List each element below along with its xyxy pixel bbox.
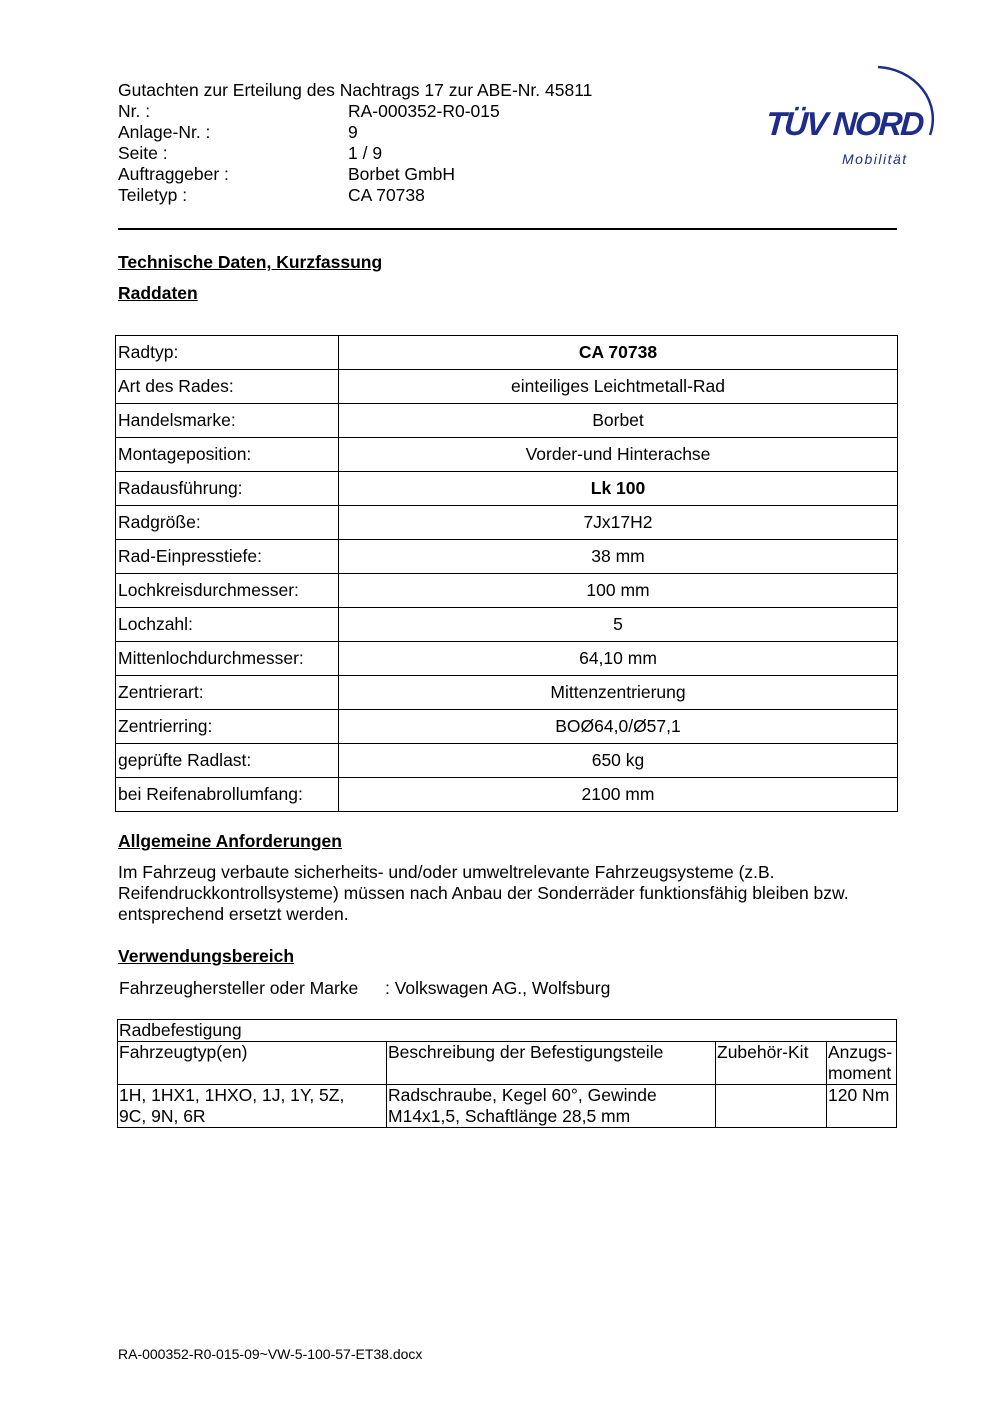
allgemein-title: Allgemeine Anforderungen — [118, 831, 342, 851]
spec-value: BOØ64,0/Ø57,1 — [339, 710, 898, 744]
cell-line: 9C, 9N, 6R — [119, 1106, 206, 1126]
table-row — [116, 370, 898, 404]
col-header-anzugsmoment — [827, 1042, 897, 1085]
col-header-fahrzeugtyp: Fahrzeugtyp(en) — [118, 1042, 387, 1085]
table-row — [116, 744, 898, 778]
header-field-value: 1 / 9 — [348, 143, 383, 163]
spec-label: Zentrierart: — [116, 676, 339, 710]
spec-value: 7Jx17H2 — [339, 506, 898, 540]
header-field-value: Borbet GmbH — [348, 164, 455, 184]
table-row — [116, 336, 898, 370]
col-header-zubehoer: Zubehör-Kit — [716, 1042, 827, 1085]
cell-line: M14x1,5, Schaftlänge 28,5 mm — [388, 1106, 631, 1126]
spec-value: 38 mm — [339, 540, 898, 574]
table-row — [116, 472, 898, 506]
spec-label: Radtyp: — [116, 336, 339, 370]
spec-label: Radausführung: — [116, 472, 339, 506]
allgemein-paragraph — [118, 862, 908, 925]
header-field-label: Nr. : — [118, 101, 151, 121]
section-subtitle: Raddaten — [118, 283, 198, 303]
spec-value: 64,10 mm — [339, 642, 898, 676]
table-row — [118, 1085, 897, 1128]
header-line: moment — [828, 1063, 892, 1083]
table-row — [116, 540, 898, 574]
table-row — [116, 778, 898, 812]
paragraph-line: entsprechend ersetzt werden. — [118, 904, 349, 924]
manufacturer-value: : Volkswagen AG., Wolfsburg — [385, 978, 611, 998]
spec-label: Lochkreisdurchmesser: — [116, 574, 339, 608]
header-field-label: Teiletyp : — [118, 185, 188, 205]
spec-value: einteiliges Leichtmetall-Rad — [339, 370, 898, 404]
header-field-nr — [118, 101, 592, 122]
table-row — [116, 608, 898, 642]
header-field-value: 9 — [348, 122, 358, 142]
radbefestigung-table — [117, 1019, 897, 1128]
cell-fahrzeugtypen — [118, 1085, 387, 1128]
table-row — [116, 574, 898, 608]
header-field-anlage — [118, 122, 592, 143]
header-field-auftraggeber — [118, 164, 592, 185]
spec-label: Handelsmarke: — [116, 404, 339, 438]
cell-beschreibung — [387, 1085, 716, 1128]
document-title: Gutachten zur Erteilung des Nachtrags 17 zur ABE-Nr. 45811 — [118, 80, 593, 100]
verwendung-title: Verwendungsbereich — [118, 946, 295, 966]
table-row — [116, 710, 898, 744]
table-title-row — [118, 1020, 897, 1042]
col-header-beschreibung: Beschreibung der Befestigungsteile — [387, 1042, 716, 1085]
document-header — [118, 80, 592, 206]
spec-value: Mittenzentrierung — [339, 676, 898, 710]
header-field-value: CA 70738 — [348, 185, 425, 205]
manufacturer-row — [119, 978, 610, 999]
header-divider — [118, 228, 897, 230]
spec-value: Borbet — [339, 404, 898, 438]
cell-zubehoer-kit — [716, 1085, 827, 1128]
paragraph-line: Reifendruckkontrollsysteme) müssen nach Anbau der Sonderräder funktionsfähig bleiben bzw. — [118, 883, 849, 903]
header-field-seite — [118, 143, 592, 164]
table-row — [116, 642, 898, 676]
header-line: Anzugs- — [828, 1042, 893, 1062]
spec-value: 100 mm — [339, 574, 898, 608]
table-row — [116, 404, 898, 438]
header-field-label: Seite : — [118, 143, 168, 163]
header-field-label: Anlage-Nr. : — [118, 122, 211, 142]
spec-value: 650 kg — [339, 744, 898, 778]
spec-label: Zentrierring: — [116, 710, 339, 744]
header-field-teiletyp — [118, 185, 592, 206]
radbefestigung-title: Radbefestigung — [118, 1020, 897, 1042]
spec-label: Art des Rades: — [116, 370, 339, 404]
spec-label: geprüfte Radlast: — [116, 744, 339, 778]
footer-filename: RA-000352-R0-015-09~VW-5-100-57-ET38.docx — [118, 1346, 423, 1362]
header-field-value: RA-000352-R0-015 — [348, 101, 500, 121]
paragraph-line: Im Fahrzeug verbaute sicherheits- und/oder umweltrelevante Fahrzeugsysteme (z.B. — [118, 862, 775, 882]
spec-label: Mittenlochdurchmesser: — [116, 642, 339, 676]
section-title: Technische Daten, Kurzfassung — [118, 252, 383, 272]
spec-value: Vorder-und Hinterachse — [339, 438, 898, 472]
table-row — [116, 438, 898, 472]
spec-label: bei Reifenabrollumfang: — [116, 778, 339, 812]
spec-value: 5 — [339, 608, 898, 642]
manufacturer-label: Fahrzeughersteller oder Marke — [119, 978, 359, 998]
spec-label: Rad-Einpresstiefe: — [116, 540, 339, 574]
cell-line: 1H, 1HX1, 1HXO, 1J, 1Y, 5Z, — [119, 1085, 345, 1105]
cell-line: Radschraube, Kegel 60°, Gewinde — [388, 1085, 657, 1105]
spec-value: Lk 100 — [339, 472, 898, 506]
logo-brand-text: TÜV NORD — [764, 105, 924, 142]
spec-value: 2100 mm — [339, 778, 898, 812]
header-field-label: Auftraggeber : — [118, 164, 229, 184]
tuev-nord-logo — [760, 55, 950, 175]
spec-value: CA 70738 — [339, 336, 898, 370]
logo-sub-text: Mobilität — [842, 151, 908, 167]
spec-label: Lochzahl: — [116, 608, 339, 642]
table-row — [116, 676, 898, 710]
spec-label: Montageposition: — [116, 438, 339, 472]
spec-label: Radgröße: — [116, 506, 339, 540]
table-header-row — [118, 1042, 897, 1085]
wheel-spec-table — [115, 335, 898, 812]
cell-anzugsmoment: 120 Nm — [827, 1085, 897, 1128]
table-row — [116, 506, 898, 540]
